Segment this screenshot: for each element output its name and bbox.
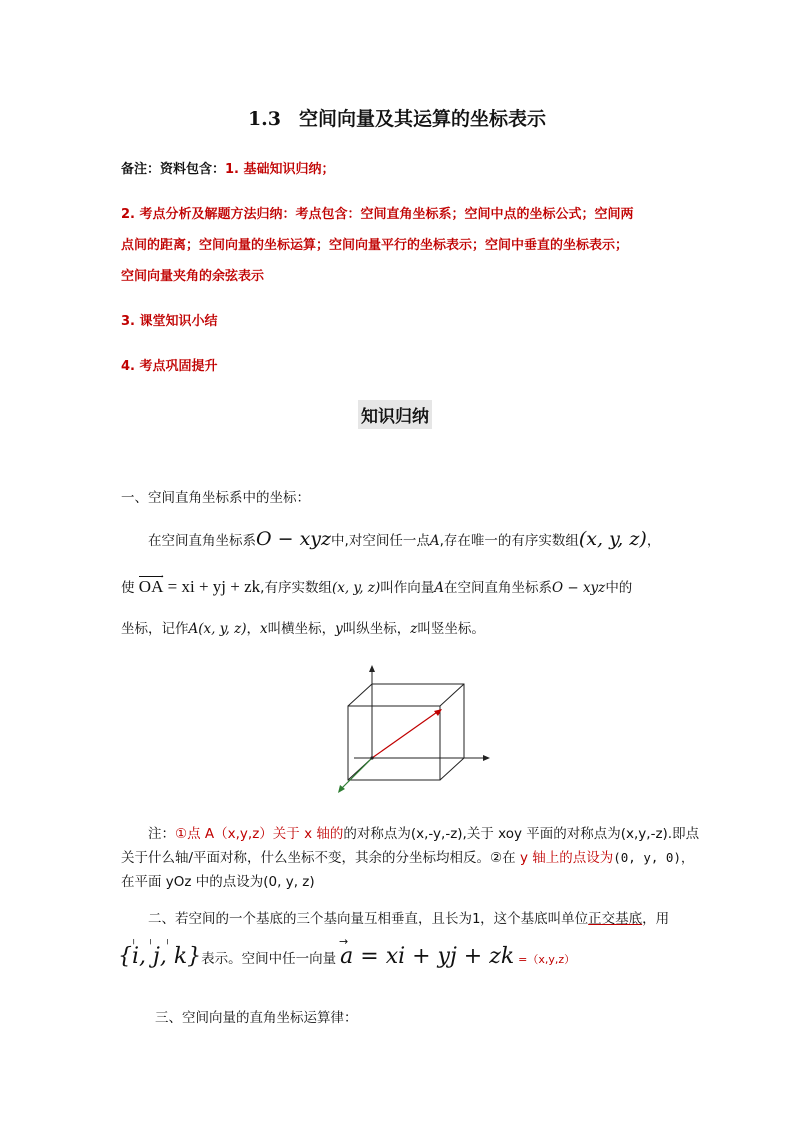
vector-OA: → OA [138,570,166,596]
sec1-paragraph-1 [148,528,660,550]
notes-item-3: 3. 课堂知识小结 [121,314,218,329]
basis-arrow-marks: ╷ ╷ ╷ [131,935,171,945]
sec2-text-a: 二、若空间的一个基底的三个基向量互相垂直，且长为 [148,911,472,927]
sec1-p2-text-e: 中的 [605,580,633,596]
unit-basis-set: {i, j, k} [118,944,202,969]
notes-item-2-line-1: 2. 考点分析及解题方法归纳：考点包含：空间直角坐标系；空间中点的坐标公式；空间两 [121,207,634,222]
coordinate-cube-diagram [330,662,500,798]
y-axis-arrow [483,755,490,761]
sec1-paragraph-3 [121,617,485,637]
note-line-3: 在平面 yOz 中的点设为(0, y, z) [121,874,315,890]
sec1-p2-text-a: 使 [121,580,135,596]
sec1-p1-text-b: 中,对空间任一点 [331,533,430,549]
cube-edge [440,684,464,706]
sec1-p1-text-d: ， [646,533,661,549]
notes-item-2-line-2: 点间的距离；空间向量的坐标运算；空间向量平行的坐标表示；空间中垂直的坐标表示； [121,238,629,253]
vector-OA-line [372,710,440,758]
page-title [0,104,794,131]
sec1-p3-text-a: 坐标，记作 [121,621,189,637]
sec1-p3-text-c: 叫横坐标， [267,621,336,637]
note-l2-text-a: 关于什么轴/平面对称，什么坐标不变，其余的分坐标均相反。②在 [121,850,516,866]
cube-edge [440,758,464,780]
point-A-label: A [429,533,440,549]
note-line-1 [148,822,699,842]
origin-point [370,756,373,759]
sec2-l2-text-a: 表示。空间中任一向量 [201,951,337,967]
note-text-c: 的对称点为(x,-y,-z),关于 xoy 平面的对称点为(x,y,-z).即点 [343,826,700,842]
vector-OA-label: OA [138,577,164,596]
sec1-p3-text-e: 叫竖坐标。 [417,621,485,637]
section-heading: 知识归纳 [358,400,432,429]
note-line-2 [121,846,693,866]
vector-OA-arrow [434,709,442,716]
x-var: x [260,621,268,637]
sec3-heading: 三、空间向量的直角坐标运算律： [155,1010,358,1026]
vector-a-arrow-mark: → [339,935,349,948]
point-A-coord: A(x, y, z) [188,621,247,637]
y-var: y [335,621,343,637]
sec1-p3-text-b: ， [246,621,261,637]
note-red-text: ①点 A（x,y,z）关于 x 轴的 [175,826,344,842]
note-l2-point: (0, y, 0)， [613,850,694,865]
sec1-p2-text-b: ,有序实数组 [260,580,332,596]
sec1-p2-text-d: 在空间直角坐标系 [443,580,552,596]
note-l2-red: y 轴上的点设为 [515,850,614,866]
note-prefix: 注： [148,826,175,842]
notes-prefix: 备注：资料包含： [121,162,226,177]
sec1-paragraph-2 [121,570,633,597]
sec2-text-b: ，这个基底叫单位 [480,911,589,927]
title-number: 1.3 [247,108,282,130]
sec1-p2-text-c: 叫作向量 [380,580,435,596]
sec1-heading: 一、空间直角坐标系中的坐标： [121,490,310,506]
sec1-p2-sys: O − xyz [551,580,606,596]
sec1-p2-A: A [434,580,444,596]
notes-item-2-line-3: 空间向量夹角的余弦表示 [121,269,265,284]
coord-system-label: O − xyz [256,528,332,550]
notes-item-4: 4. 考点巩固提升 [121,359,218,374]
sec2-line-1 [148,907,669,927]
cube-edge [348,684,372,706]
sec1-p1-text-a: 在空间直角坐标系 [148,533,256,549]
sec2-one: 1 [472,911,481,927]
orthonormal-basis-term: 正交基底 [588,911,643,927]
z-var: z [410,621,418,637]
vector-OA-expansion: = xi + yj + zk [167,577,261,596]
title-text: 空间向量及其运算的坐标表示 [299,108,547,130]
sec1-p2-tuple: (x, y, z) [331,580,381,596]
vector-a-expansion: a = xi + yj + zk [340,944,515,969]
vector-a-coords: =（x,y,z） [518,953,576,966]
sec1-p1-text-c: ,存在唯一的有序实数组 [439,533,579,549]
notes-item-1: 1. 基础知识归纳； [225,162,335,177]
cube-back-face [372,684,464,758]
sec2-text-d: ，用 [642,911,670,927]
sec1-p3-text-d: 叫纵坐标， [342,621,411,637]
x-axis [340,758,372,790]
z-axis-arrow [369,665,375,672]
notes-line-1 [121,158,335,177]
ordered-tuple: (x, y, z) [578,528,647,550]
